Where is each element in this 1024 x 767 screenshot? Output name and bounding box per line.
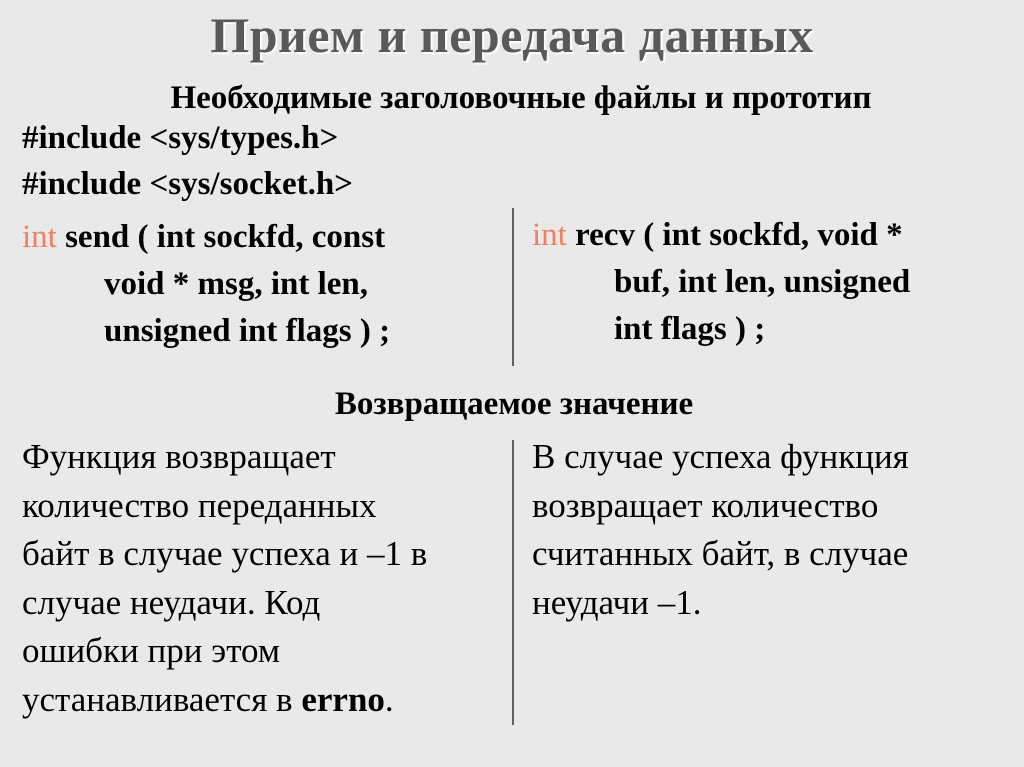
send-return-line: количество переданных [22,485,377,525]
send-return-line: случае неудачи. Код [22,582,321,622]
recv-return-line: возвращает количество [532,485,879,525]
send-return-description [22,433,427,724]
recv-return-line: неудачи –1. [532,582,702,622]
recv-prototype-line-3: int flags ) ; [614,311,766,347]
send-prototype-line-1 [22,214,390,261]
errno-term: errno [301,679,385,719]
errno-suffix: . [384,679,394,719]
send-return-line: Функция возвращает [22,437,336,476]
send-prototype-line-2: void * msg, int len, [104,266,369,302]
send-return-line-last [22,676,427,725]
errno-prefix: устанавливается в [22,679,302,719]
send-return-line: байт в случае успеха и –1 в [22,534,428,573]
send-return-line: ошибки при этом [22,631,281,670]
recv-return-description [532,433,909,627]
recv-prototype [532,212,910,353]
headers-subtitle: Необходимые заголовочные файлы и прототип [170,80,872,116]
recv-return-line: В случае успеха функция [532,437,909,476]
send-prototype [22,214,390,355]
column-divider-top [512,208,514,366]
return-value-heading: Возвращаемое значение [334,386,694,422]
include-sys-types: #include <sys/types.h> [22,120,339,156]
send-keyword-int: int [22,219,57,255]
send-signature-start: send ( int sockfd, const [56,219,386,255]
include-sys-socket: #include <sys/socket.h> [22,166,353,202]
recv-prototype-line-2: buf, int len, unsigned [614,264,911,300]
send-prototype-line-3: unsigned int flags ) ; [104,313,391,349]
recv-prototype-line-1 [532,212,910,259]
slide-title: Прием и передача данных [210,7,814,63]
recv-return-line: считанных байт, в случае [532,534,909,573]
column-divider-bottom [512,440,514,725]
recv-keyword-int: int [532,217,567,253]
recv-signature-start: recv ( int sockfd, void * [566,217,903,253]
